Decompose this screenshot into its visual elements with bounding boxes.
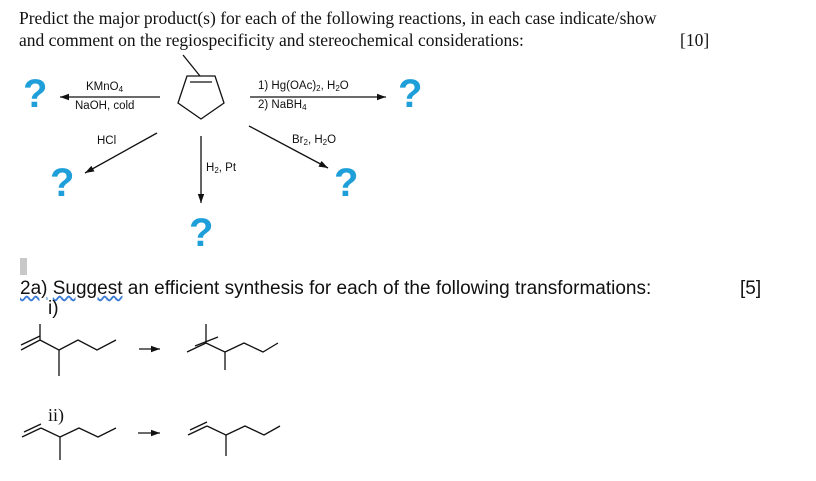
condition-naoh-cold: NaOH, cold xyxy=(75,100,135,112)
arrow-hcl xyxy=(85,133,157,173)
methyl-bond xyxy=(183,55,200,76)
part-ii-label: ii) xyxy=(48,405,64,425)
reagent-kmno4: KMnO$_4$ xyxy=(86,81,124,94)
reagent-hcl: HCl xyxy=(97,135,117,147)
arrow-br2 xyxy=(249,126,328,168)
molecule-i-product xyxy=(187,343,278,370)
product-br2-question-mark: ? xyxy=(334,161,359,205)
molecule-ii-product xyxy=(188,422,280,456)
reagent-br2-h2o: $Br_2$, $H_2O$ xyxy=(292,134,337,147)
product-h2pt-question-mark: ? xyxy=(189,211,214,255)
question2-text: an efficient synthesis for each of the following transformations: xyxy=(127,278,652,299)
question1-line2: and comment on the regiospecificity and stereochemical considerations: xyxy=(19,30,524,50)
product-hcl-question-mark: ? xyxy=(50,161,75,205)
product-kmno4-question-mark: ? xyxy=(23,72,48,116)
question2-marks: [5] xyxy=(740,278,762,299)
text-cursor-marker xyxy=(20,258,27,275)
reagent-h2-pt: $H_2$, Pt xyxy=(206,162,237,175)
question2-verb: Suggest xyxy=(52,278,123,299)
reagent-hg-step2: 2) NaBH$_4$ xyxy=(258,99,307,112)
product-hg-question-mark: ? xyxy=(398,72,423,116)
question2-number: 2a) xyxy=(20,278,48,299)
question1-marks: [10] xyxy=(680,30,710,50)
molecule-i-start xyxy=(21,336,116,376)
part-i-label: i) xyxy=(48,298,59,319)
reagent-hg-step1: 1) $Hg(OAc)_2$, $H_2O$ xyxy=(258,80,349,93)
molecule-ii-start xyxy=(22,424,116,460)
question1-line1: Predict the major product(s) for each of the following reactions, in each case indicate/show xyxy=(19,8,657,28)
question2-prompt xyxy=(20,278,651,300)
